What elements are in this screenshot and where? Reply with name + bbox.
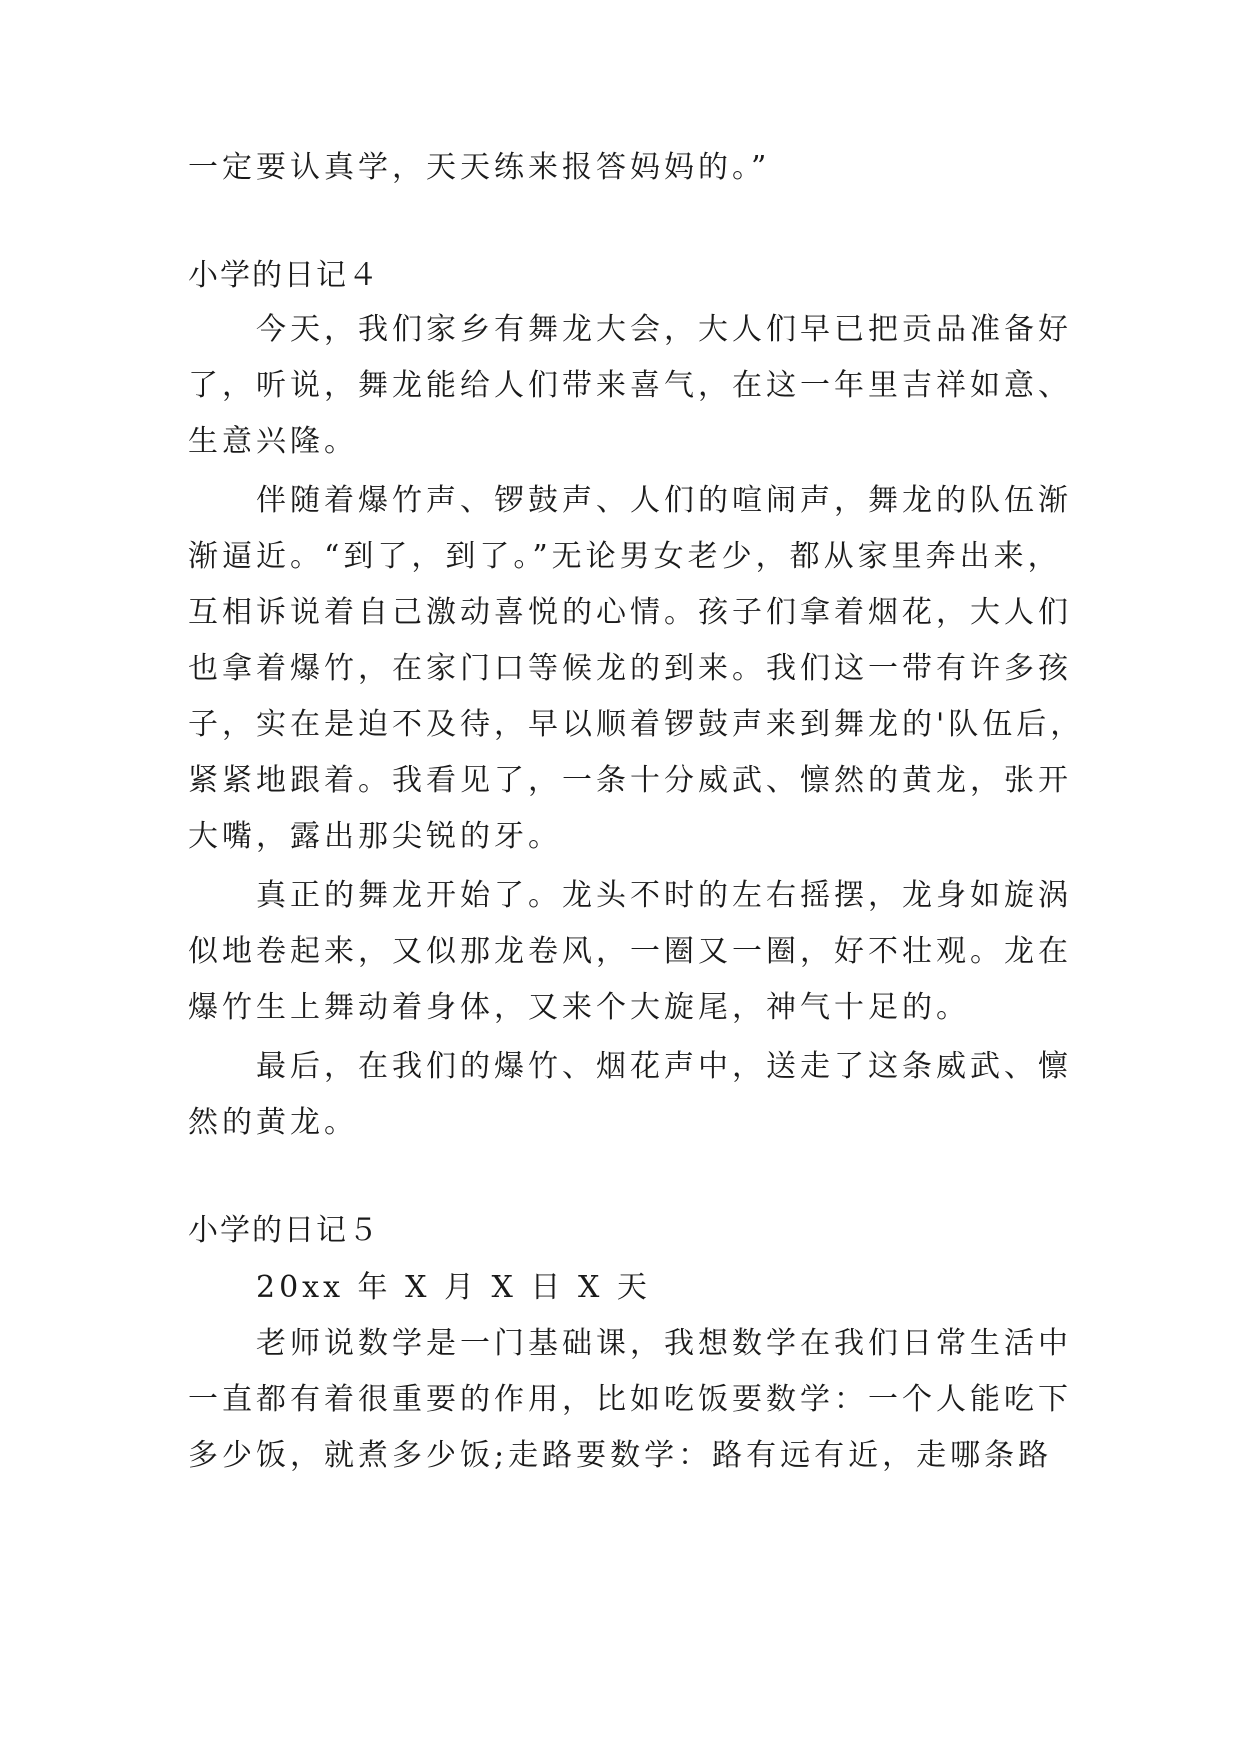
text-line: 一直都有着很重要的作用，比如吃饭要数学：一个人能吃下 — [188, 1382, 1072, 1417]
text-line: 多少饭，就煮多少饭;走路要数学：路有远有近，走哪条路 — [188, 1438, 1053, 1473]
text-line: 子，实在是迫不及待，早以顺着锣鼓声来到舞龙的'队伍后， — [188, 707, 1085, 742]
text-line: 伴随着爆竹声、锣鼓声、人们的喧闹声，舞龙的队伍渐 — [256, 483, 1072, 518]
text-line: 渐逼近。“到了，到了。”无论男女老少，都从家里奔出来， — [188, 539, 1062, 574]
text-line: 也拿着爆竹，在家门口等候龙的到来。我们这一带有许多孩 — [188, 651, 1072, 686]
text-line: 真正的舞龙开始了。龙头不时的左右摇摆，龙身如旋涡 — [256, 878, 1072, 913]
text-line: 然的黄龙。 — [188, 1105, 358, 1140]
text-line: 最后，在我们的爆竹、烟花声中，送走了这条威武、懔 — [256, 1049, 1072, 1084]
text-line: 了，听说，舞龙能给人们带来喜气，在这一年里吉祥如意、 — [188, 368, 1072, 403]
text-line: 似地卷起来，又似那龙卷风，一圈又一圈，好不壮观。龙在 — [188, 934, 1072, 969]
text-line: 紧紧地跟着。我看见了，一条十分威武、懔然的黄龙，张开 — [188, 763, 1072, 798]
text-line: 互相诉说着自己激动喜悦的心情。孩子们拿着烟花，大人们 — [188, 595, 1072, 630]
text-line: 生意兴隆。 — [188, 424, 358, 459]
date-line: 20xx 年 X 月 X 日 X 天 — [256, 1270, 651, 1305]
text-line: 今天，我们家乡有舞龙大会，大人们早已把贡品准备好 — [256, 312, 1072, 347]
text-line: 老师说数学是一门基础课，我想数学在我们日常生活中 — [256, 1326, 1072, 1361]
section-heading: 小学的日记４ — [188, 258, 380, 293]
text-line: 大嘴，露出那尖锐的牙。 — [188, 819, 562, 854]
text-line: 爆竹生上舞动着身体，又来个大旋尾，神气十足的。 — [188, 990, 970, 1025]
text-line: 一定要认真学，天天练来报答妈妈的。” — [188, 150, 771, 185]
section-heading: 小学的日记５ — [188, 1213, 380, 1248]
